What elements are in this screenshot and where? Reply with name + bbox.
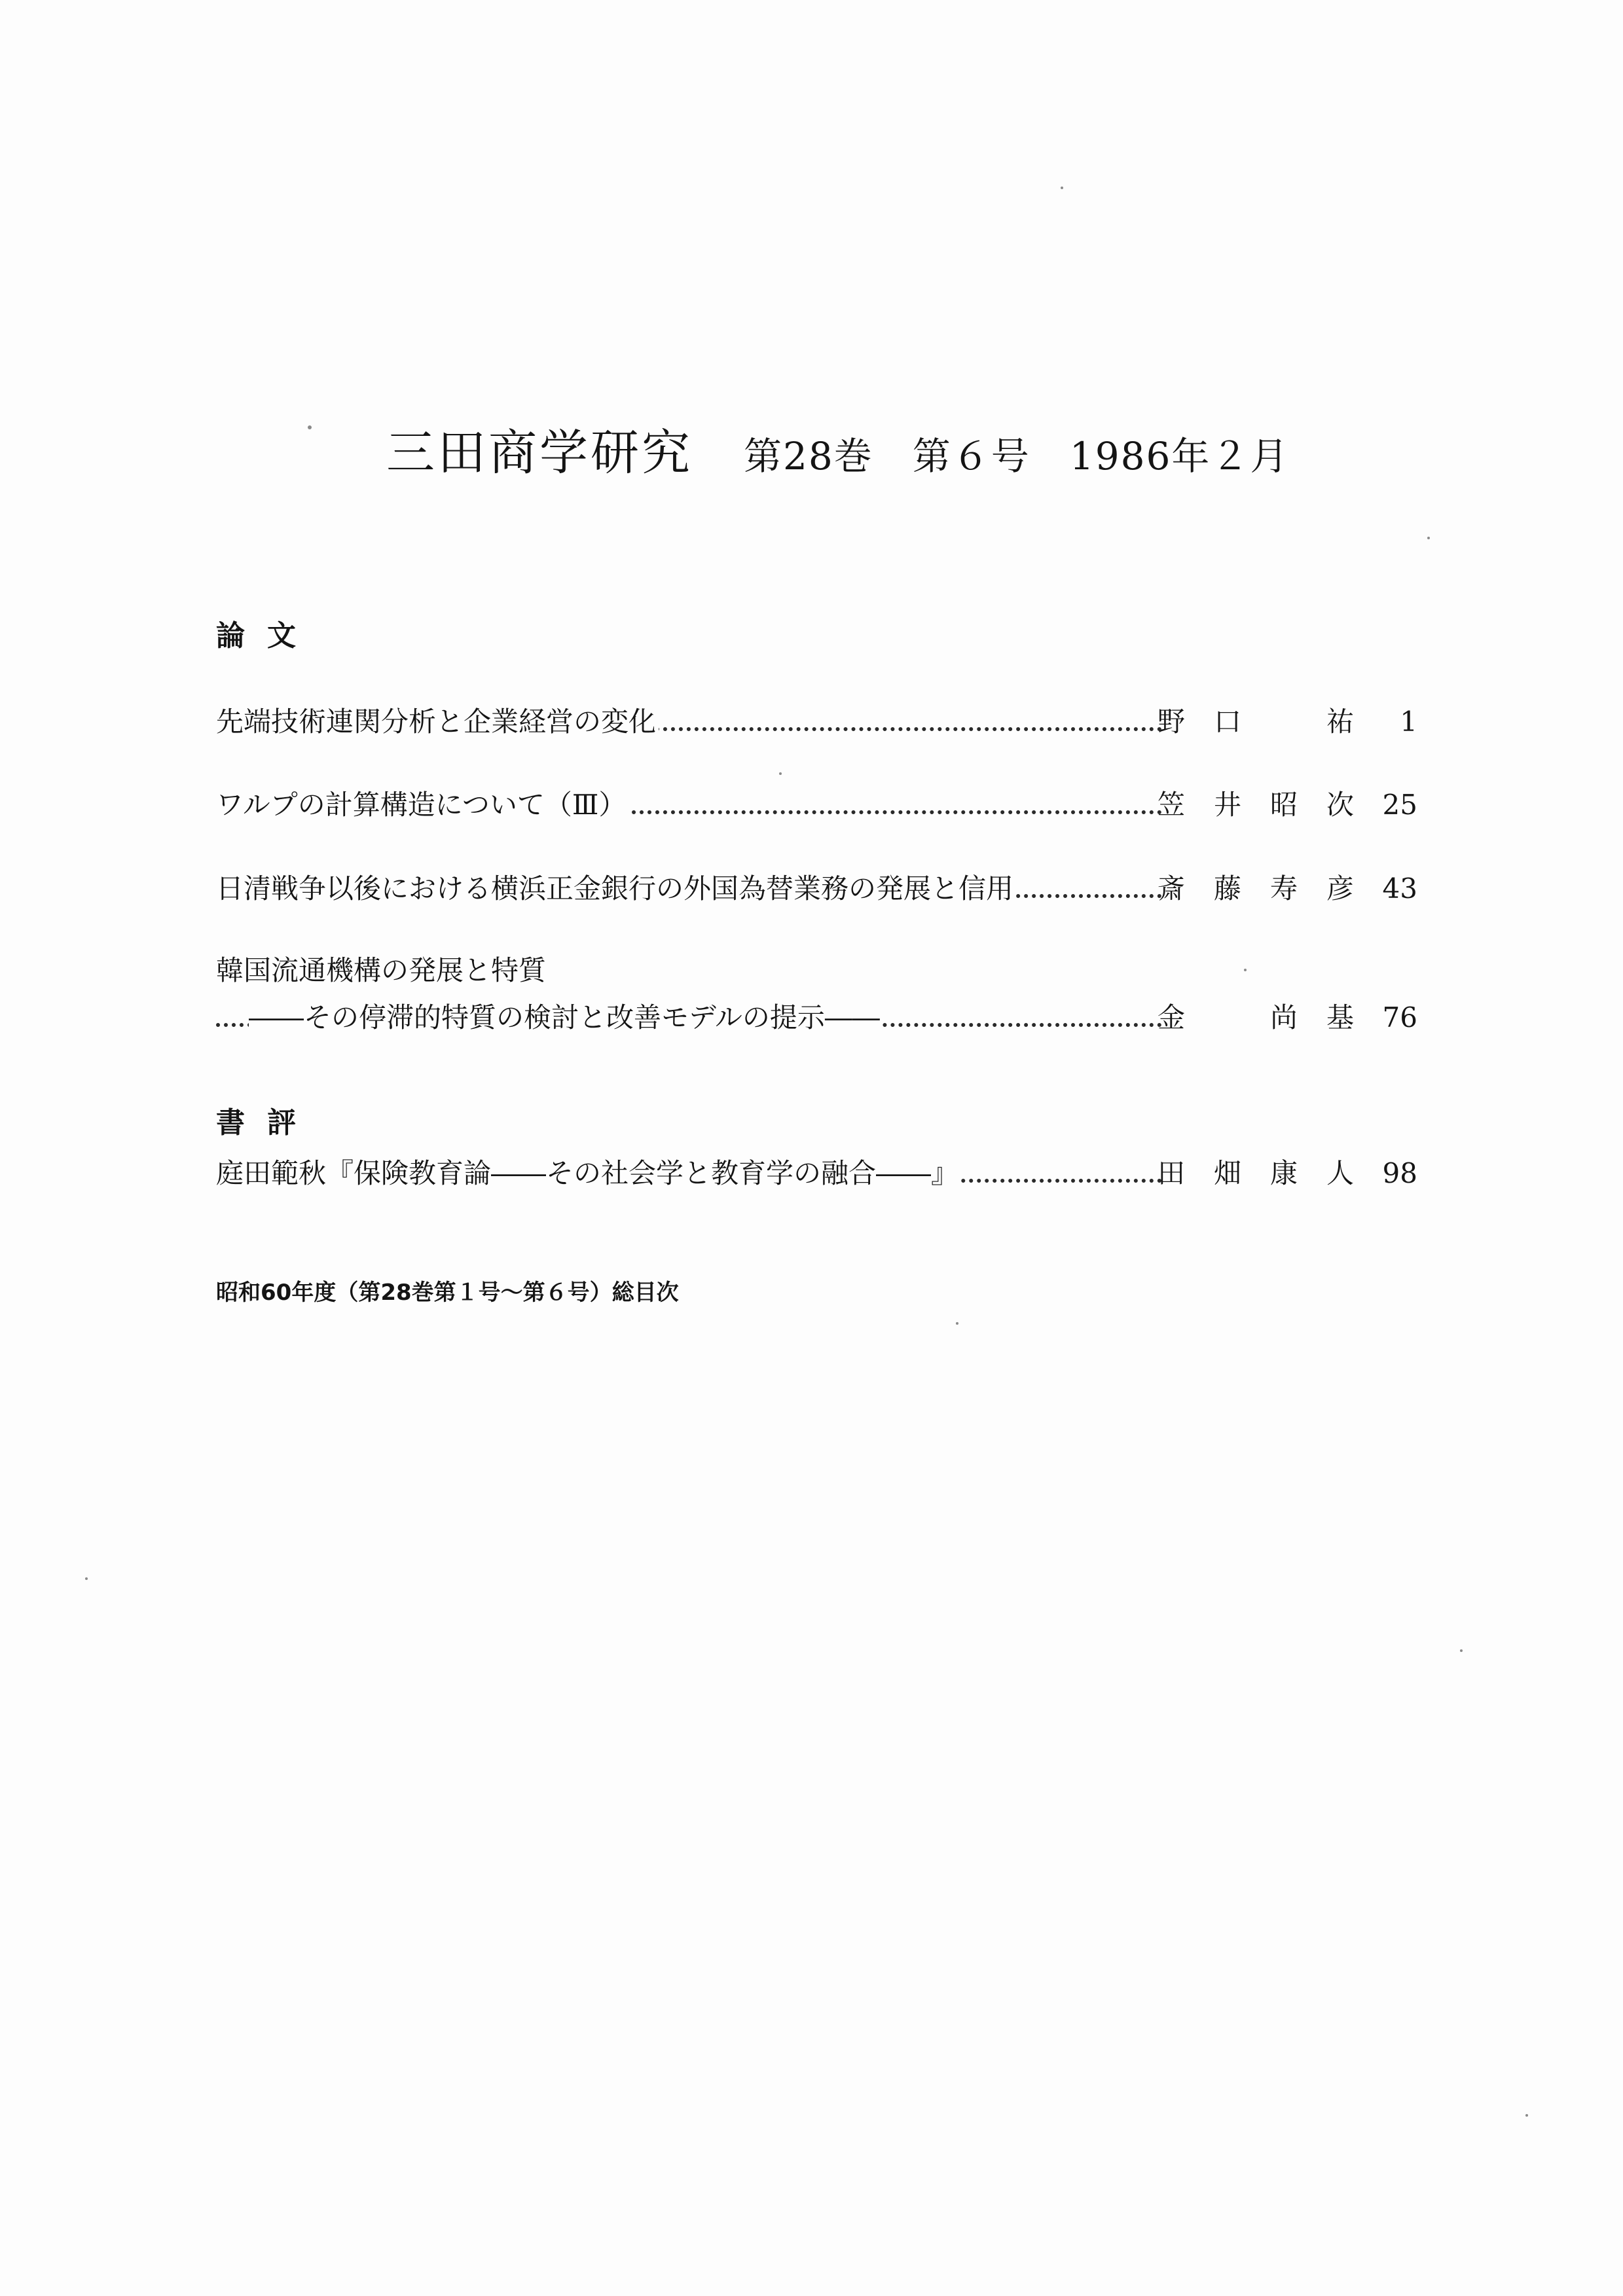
article-title: 先端技術連関分析と企業経営の変化 bbox=[216, 702, 659, 742]
volume-index-link[interactable]: 昭和60年度（第28巻第１号～第６号）総目次 bbox=[216, 1280, 679, 1306]
page-number: 25 bbox=[1382, 789, 1417, 821]
toc-entry[interactable] bbox=[216, 869, 1417, 908]
article-title[interactable]: 韓国流通機構の発展と特質 bbox=[216, 954, 547, 986]
scan-speck bbox=[308, 425, 312, 429]
journal-header bbox=[386, 425, 1290, 481]
scan-speck bbox=[1244, 969, 1247, 971]
scan-speck bbox=[956, 1322, 958, 1325]
page-number: 1 bbox=[1400, 706, 1417, 738]
toc-entry[interactable] bbox=[216, 1154, 1417, 1193]
issue-info: 第28巻 第６号 1986年２月 bbox=[744, 434, 1290, 478]
article-title: 日清戦争以後における横浜正金銀行の外国為替業務の発展と信用 bbox=[216, 869, 1016, 908]
article-author: 笠井昭次 bbox=[1158, 789, 1354, 821]
scan-speck bbox=[1427, 537, 1430, 539]
review-author: 田畑康人 bbox=[1158, 1157, 1354, 1189]
section-heading-ronbun: 論文 bbox=[216, 619, 318, 653]
scan-speck bbox=[85, 1577, 88, 1580]
page-number: 76 bbox=[1382, 1001, 1417, 1033]
toc-entry[interactable] bbox=[216, 702, 1417, 742]
scan-speck bbox=[1061, 187, 1063, 189]
review-title: 庭田範秋『保険教育論――その社会学と教育学の融合――』 bbox=[216, 1154, 961, 1193]
page-number: 43 bbox=[1382, 872, 1417, 905]
section-heading-shohyo: 書評 bbox=[216, 1106, 318, 1139]
toc-entry[interactable] bbox=[216, 785, 1417, 825]
scan-speck bbox=[1525, 2114, 1528, 2117]
scan-speck bbox=[1460, 1649, 1463, 1652]
article-subtitle: ――その停滞的特質の検討と改善モデルの提示―― bbox=[249, 998, 883, 1037]
article-title: ワルプの計算構造について（Ⅲ） bbox=[216, 785, 629, 825]
article-author: 野口 祐 bbox=[1158, 706, 1354, 738]
journal-title: 三田商学研究 bbox=[386, 425, 693, 481]
page-number: 98 bbox=[1382, 1157, 1417, 1189]
scan-speck bbox=[779, 772, 782, 775]
article-author: 斎藤寿彦 bbox=[1158, 872, 1354, 905]
article-author: 金 尚基 bbox=[1158, 1001, 1354, 1033]
toc-entry[interactable] bbox=[216, 998, 1417, 1037]
